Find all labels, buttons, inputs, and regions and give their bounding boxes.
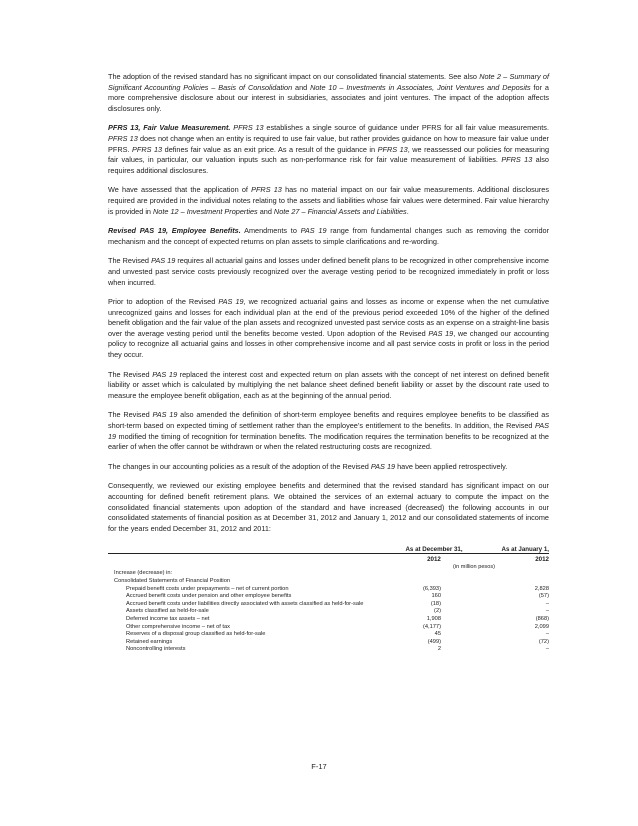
text: and: [257, 206, 274, 216]
text: and: [292, 82, 311, 92]
text: The Revised: [108, 256, 152, 266]
note-reference: Note 10 – Investments in Associates, Joint Ventures and Deposits: [310, 82, 531, 92]
standard-reference: PFRS 13: [377, 144, 408, 154]
standard-reference: PAS 19: [428, 328, 454, 338]
text: defines fair value as an exit price. As a result of the guidance in: [162, 144, 378, 154]
table-row: [108, 631, 549, 639]
paragraph-adoption-standard: [108, 72, 549, 114]
value-dec31: 1,908: [426, 615, 441, 622]
standard-reference: PAS 19: [152, 369, 178, 379]
table-row: [108, 624, 549, 632]
value-jan1: (57): [538, 593, 549, 600]
text: also amended the definition of short-term employee benefits and requires employee benefits to be classified as short-term based on expected timing of settlement rather than the employee’s entitlement to the benefits. In addition, the Revised: [108, 410, 549, 431]
paragraph-pas19-actuarial: [108, 256, 549, 288]
row-label: Accrued benefit costs under pension and other employee benefits: [126, 593, 292, 600]
text: range from fundamental changes such as removing the corridor mechanism and the concept of expected returns on plan assets to simple clarifications and re-wording.: [108, 226, 550, 246]
page-number: F-17: [311, 762, 327, 771]
paragraph-heading: PFRS 13, Fair Value Measurement.: [108, 123, 231, 133]
note-reference: Note 27 – Financial Assets and Liabilities: [273, 206, 407, 216]
paragraph-pfrs13-assessment: [108, 185, 549, 217]
table-year-row: [108, 554, 549, 563]
value-dec31: (2): [434, 608, 441, 615]
text: The adoption of the revised standard has no significant impact on our consolidated financial statements. See also: [108, 72, 480, 81]
table-row: [108, 586, 549, 594]
text: , we reassessed our policies for measuring fair values, in particular, our valuation inputs such as non-performance risk for fair value measurement of liabilities.: [108, 144, 549, 165]
value-jan1: 2,099: [534, 623, 549, 630]
text: The Revised: [108, 410, 153, 420]
standard-reference: PFRS 13: [251, 185, 282, 195]
column-header-jan1: As at January 1,: [501, 546, 549, 554]
standard-reference: PAS 19: [218, 297, 244, 307]
text: have been applied retrospectively.: [395, 461, 508, 471]
text: The changes in our accounting policies as a result of the adoption of the Revised: [108, 461, 371, 471]
standard-reference: PAS 19: [300, 226, 327, 236]
standard-reference: PAS 19: [152, 410, 178, 420]
value-dec31: (499): [427, 638, 441, 645]
text: replaced the interest cost and expected return on plan assets with the concept of net interest on defined benefit liability or asset which is calculated by multiplying the net balance sheet defined benefit liability or asset by the discount rate used to measure the employee benefit obligation, each as at the beginning of the annual period.: [108, 369, 550, 400]
standard-reference: PFRS 13: [501, 155, 533, 165]
table-row: [108, 593, 549, 601]
text: We have assessed that the application of: [108, 185, 252, 195]
value-jan1: –: [545, 646, 549, 653]
table-section-label: Consolidated Statements of Financial Position: [114, 577, 231, 584]
value-jan1: –: [545, 600, 549, 607]
text: for a more comprehensive disclosure about our interest in subsidiaries, associates and joint ventures. The impact of the adoption affects disclosures only.: [108, 82, 549, 113]
value-dec31: 2: [437, 646, 441, 653]
table-row: [108, 646, 549, 654]
paragraph-pas19-short-term: [108, 410, 549, 452]
text: requires all actuarial gains and losses under defined benefit plans to be recognized in other comprehensive income and unvested past service costs previously recognized over the average vesting period to be recognized immediately in profit or loss when incurred.: [108, 256, 549, 287]
value-dec31: 160: [431, 593, 441, 600]
row-label: Assets classified as held-for-sale: [126, 608, 209, 615]
row-label: Retained earnings: [126, 638, 173, 645]
table-body: [108, 586, 549, 654]
row-label: Reserves of a disposal group classified as held-for-sale: [126, 631, 266, 638]
note-reference: Note 12 – Investment Properties: [153, 206, 258, 216]
text: also requires additional disclosures.: [108, 155, 549, 175]
table-section-label: Increase (decrease) in:: [114, 570, 173, 577]
text: has no material impact on our fair value measurements. Additional disclosures required are provided in the individual notes relating to the assets and liabilities whose fair values were determined. Fair value hierarchy is provided in: [108, 185, 549, 216]
column-year-jan1: 2012: [535, 556, 549, 564]
paragraph-pas19-prior: [108, 297, 549, 361]
text: Prior to adoption of the Revised: [108, 297, 219, 307]
document-page: [108, 72, 549, 654]
text: , we changed our accounting policy to recognize all actuarial gains and losses in other comprehensive income and all past service costs in profit or loss in the period they occur.: [108, 328, 549, 360]
value-jan1: –: [545, 608, 549, 615]
paragraph-consequently: Consequently, we reviewed our existing employee benefits and determined that the revised standard has significant impact on our accounting for defined benefit retirement plans. We obtained the services of an external actuary to compute the impact on the consolidated financial statements upon adoption of the standard and have increased (decreased) the following accounts in our consolidated statements of financial position as at December 31, 2012 and January 1, 2012 and our consolidated statements of income for the years ended December 31, 2012 and 2011:: [108, 481, 549, 533]
value-jan1: 2,828: [534, 585, 549, 592]
row-label: Accrued benefit costs under liabilities directly associated with assets classified as held-for-sale: [126, 600, 364, 607]
table-row: [108, 608, 549, 616]
standard-reference: PFRS 13: [233, 123, 264, 133]
paragraph-pfrs13: [108, 123, 549, 176]
table-header-row: [108, 546, 549, 553]
table-row: [108, 639, 549, 647]
column-header-dec31: As at December 31,: [405, 546, 463, 554]
standard-reference: PAS 19: [370, 461, 396, 471]
text: , we recognized actuarial gains and losses as income or expense when the net cumulative unrecognized gains and losses for each individual plan at the end of the previous period exceeded 10% of the higher of the defined benefit obligation and the fair value of the plan assets and recognized unvested past service costs as an expense on a straight-line basis over the average vesting period until the benefits become vested. Upon adoption of the Revised: [108, 297, 550, 338]
adjustments-table: [108, 546, 549, 654]
value-jan1: (72): [538, 638, 549, 645]
paragraph-retrospective: [108, 462, 549, 473]
standard-reference: PAS 19: [151, 256, 176, 266]
row-label: Deferred income tax assets – net: [126, 615, 210, 622]
row-label: Noncontrolling interests: [126, 646, 186, 653]
column-year-dec31: 2012: [427, 556, 441, 564]
text: Amendments to: [240, 226, 301, 236]
value-dec31: (6,393): [422, 585, 441, 592]
value-jan1: (868): [535, 615, 549, 622]
text: establishes a single source of guidance under PFRS for all fair value measurements.: [263, 123, 549, 133]
value-jan1: –: [545, 631, 549, 638]
text: .: [406, 206, 409, 216]
standard-reference: PAS 19: [108, 421, 549, 441]
table-row: [108, 616, 549, 624]
value-dec31: (18): [430, 600, 441, 607]
row-label: Prepaid benefit costs under prepayments – net of current portion: [126, 585, 289, 592]
row-label: Other comprehensive income – net of tax: [126, 623, 231, 630]
note-reference: Note 2 – Summary of Significant Accounting Policies – Basis of Consolidation: [108, 72, 549, 92]
table-unit: (in million pesos): [453, 564, 495, 571]
standard-reference: PFRS 13: [108, 133, 138, 143]
text: does not change when an entity is required to use fair value, but rather provides guidance on how to measure fair value under PFRS.: [108, 133, 549, 154]
paragraph-pas19-interest: [108, 370, 549, 402]
paragraph-heading: Revised PAS 19, Employee Benefits.: [108, 226, 241, 236]
value-dec31: 45: [434, 631, 441, 638]
text: modified the timing of recognition for termination benefits. The modification requires the termination benefits to be recognized at the earlier of when the offer cannot be withdrawn or when the related restructuring costs are recognized.: [108, 431, 549, 452]
paragraph-pas19: [108, 226, 549, 247]
value-dec31: (4,177): [422, 623, 441, 630]
text: The Revised: [108, 369, 153, 379]
table-row: [108, 601, 549, 609]
standard-reference: PFRS 13: [132, 144, 163, 154]
